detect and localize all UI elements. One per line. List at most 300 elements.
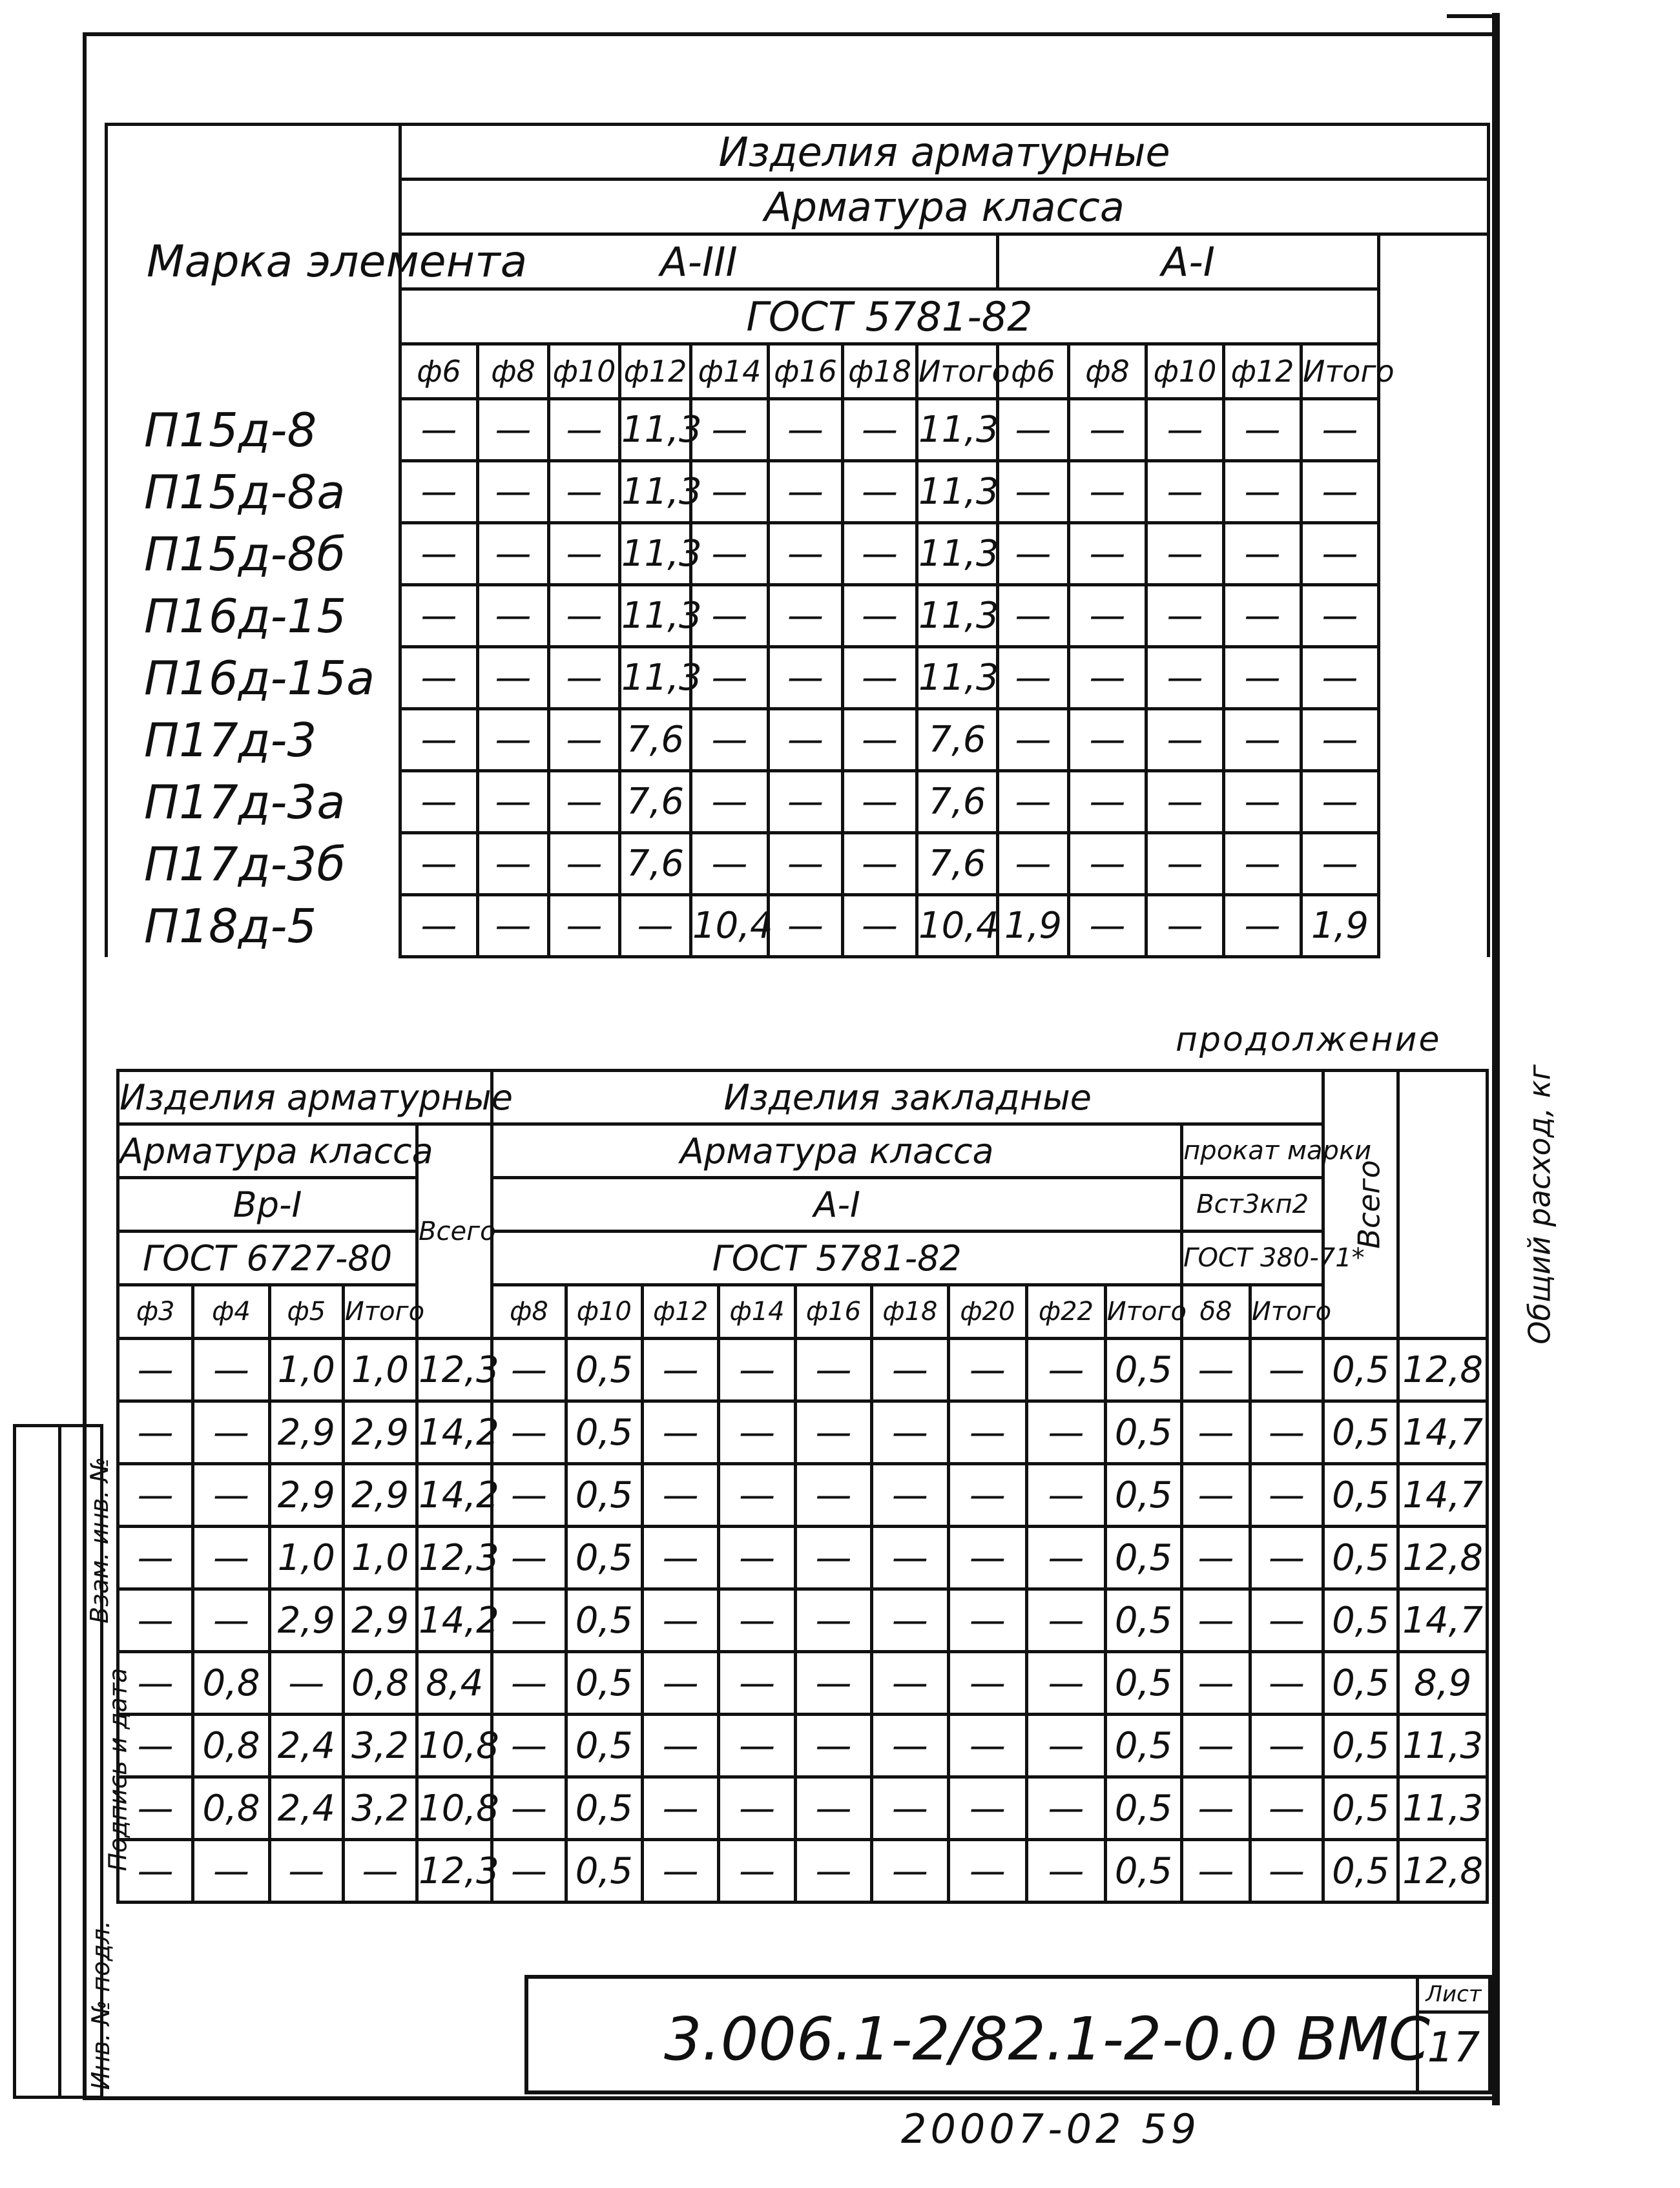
element-mark: П16д-15а bbox=[107, 647, 400, 709]
table-cell: 0,5 bbox=[1105, 1715, 1181, 1777]
table-cell: — bbox=[1027, 1401, 1106, 1464]
table-cell: 12,3 bbox=[417, 1840, 492, 1903]
table-cell: — bbox=[549, 399, 620, 461]
table-cell: — bbox=[769, 647, 843, 709]
table-cell: — bbox=[948, 1527, 1027, 1589]
table-cell: — bbox=[549, 895, 620, 957]
table-cell: — bbox=[1301, 709, 1379, 771]
table-cell: — bbox=[478, 771, 549, 833]
column-header: ф12 bbox=[642, 1285, 718, 1339]
table-cell: — bbox=[998, 399, 1069, 461]
table-row bbox=[107, 709, 1489, 771]
table-cell: — bbox=[769, 523, 843, 585]
mark-header: Марка элемента bbox=[107, 125, 400, 399]
table-row bbox=[107, 833, 1489, 895]
table-cell: — bbox=[642, 1777, 718, 1840]
table-cell: — bbox=[1146, 399, 1224, 461]
table-cell: 0,5 bbox=[566, 1527, 642, 1589]
table-cell: — bbox=[1250, 1715, 1323, 1777]
prokat-header: прокат марки bbox=[1182, 1124, 1323, 1178]
table-cell: — bbox=[1250, 1527, 1323, 1589]
table-row bbox=[107, 895, 1489, 957]
table-cell: 2,4 bbox=[269, 1777, 343, 1840]
table-cell: — bbox=[872, 1777, 948, 1840]
table-cell: — bbox=[118, 1464, 193, 1527]
table-cell: — bbox=[1250, 1840, 1323, 1903]
table-cell: — bbox=[872, 1339, 948, 1401]
table-cell: — bbox=[478, 585, 549, 647]
table-cell: — bbox=[1182, 1527, 1250, 1589]
table-cell: 3,2 bbox=[343, 1715, 417, 1777]
column-header: ф18 bbox=[872, 1285, 948, 1339]
sheet-number: 17 bbox=[1427, 2024, 1480, 2072]
table-cell: — bbox=[998, 771, 1069, 833]
table-cell: 1,9 bbox=[998, 895, 1069, 957]
table-cell: — bbox=[843, 895, 917, 957]
table-row bbox=[107, 771, 1489, 833]
table-cell: 1,9 bbox=[1301, 895, 1379, 957]
table-cell: — bbox=[1182, 1401, 1250, 1464]
top-tick-line bbox=[1447, 14, 1499, 18]
table-row bbox=[107, 585, 1489, 647]
blank-cell bbox=[1379, 523, 1489, 585]
table-cell: — bbox=[795, 1464, 871, 1527]
table-cell: — bbox=[1146, 895, 1224, 957]
table-cell: — bbox=[1250, 1401, 1323, 1464]
blank-cell bbox=[1379, 399, 1489, 461]
table-cell: — bbox=[1182, 1589, 1250, 1652]
table-cell: — bbox=[549, 709, 620, 771]
table-cell: 14,2 bbox=[417, 1589, 492, 1652]
table-cell: — bbox=[691, 585, 769, 647]
table-row bbox=[107, 461, 1489, 523]
table-cell: — bbox=[1301, 585, 1379, 647]
table-cell: 11,3 bbox=[917, 585, 998, 647]
table-cell: 11,3 bbox=[917, 399, 998, 461]
table-row bbox=[118, 1652, 1488, 1715]
table-cell: — bbox=[400, 709, 478, 771]
table-cell: — bbox=[795, 1589, 871, 1652]
table-cell: 11,3 bbox=[620, 461, 691, 523]
table-cell: — bbox=[343, 1840, 417, 1903]
table-cell: 0,5 bbox=[566, 1401, 642, 1464]
table-cell: — bbox=[492, 1464, 566, 1527]
table-cell: — bbox=[1250, 1589, 1323, 1652]
table-cell: — bbox=[492, 1777, 566, 1840]
table-cell: — bbox=[1027, 1339, 1106, 1401]
table-cell: 8,9 bbox=[1398, 1652, 1488, 1715]
table-cell: — bbox=[1301, 833, 1379, 895]
blank-cell bbox=[1379, 771, 1489, 833]
table-cell: 12,3 bbox=[417, 1527, 492, 1589]
column-header: ф18 bbox=[843, 344, 917, 399]
column-header: Итого bbox=[1250, 1285, 1323, 1339]
emb-gost: ГОСТ 5781-82 bbox=[492, 1232, 1182, 1285]
table-cell: — bbox=[549, 461, 620, 523]
table-cell: — bbox=[691, 833, 769, 895]
table-cell: 2,4 bbox=[269, 1715, 343, 1777]
table-cell: — bbox=[118, 1401, 193, 1464]
table-cell: — bbox=[193, 1589, 269, 1652]
table-cell: — bbox=[400, 399, 478, 461]
table-cell: — bbox=[118, 1840, 193, 1903]
table-cell: — bbox=[691, 461, 769, 523]
table-cell: 1,0 bbox=[269, 1339, 343, 1401]
total-header: Общий расход, кг bbox=[1398, 1071, 1488, 1339]
column-header: ф5 bbox=[269, 1285, 343, 1339]
table-cell: — bbox=[118, 1339, 193, 1401]
table-cell: — bbox=[118, 1589, 193, 1652]
blank-col bbox=[1379, 234, 1489, 399]
table-cell: 14,7 bbox=[1398, 1401, 1488, 1464]
table-cell: 0,5 bbox=[1105, 1652, 1181, 1715]
prokat-gost: ГОСТ 380-71* bbox=[1182, 1232, 1323, 1285]
table-cell: 3,2 bbox=[343, 1777, 417, 1840]
table-cell: — bbox=[872, 1652, 948, 1715]
table-cell: — bbox=[872, 1840, 948, 1903]
column-header: ф8 bbox=[492, 1285, 566, 1339]
table-cell: 14,2 bbox=[417, 1464, 492, 1527]
table-cell: — bbox=[795, 1401, 871, 1464]
table-row bbox=[118, 1339, 1488, 1401]
emb-class: Арматура класса bbox=[492, 1124, 1182, 1178]
replace-inv-label: Взам. инв. № bbox=[85, 1456, 114, 1624]
table-row bbox=[118, 1715, 1488, 1777]
table-cell: — bbox=[400, 833, 478, 895]
table-cell: 7,6 bbox=[917, 709, 998, 771]
column-header: Итого bbox=[1301, 344, 1379, 399]
column-header: ф22 bbox=[1027, 1285, 1106, 1339]
table-cell: — bbox=[691, 647, 769, 709]
table-cell: 14,7 bbox=[1398, 1589, 1488, 1652]
table-cell: 11,3 bbox=[620, 585, 691, 647]
table-cell: 0,5 bbox=[566, 1589, 642, 1652]
table-cell: 8,4 bbox=[417, 1652, 492, 1715]
table-cell: 0,5 bbox=[1323, 1401, 1398, 1464]
table-cell: — bbox=[769, 709, 843, 771]
arm-grade: Вр-I bbox=[118, 1178, 417, 1232]
table-cell: 0,5 bbox=[1323, 1464, 1398, 1527]
table-cell: — bbox=[118, 1715, 193, 1777]
table-row bbox=[118, 1589, 1488, 1652]
column-header: ф3 bbox=[118, 1285, 193, 1339]
element-mark: П17д-3а bbox=[107, 771, 400, 833]
blank-cell bbox=[1379, 709, 1489, 771]
table-cell: — bbox=[118, 1777, 193, 1840]
table-cell: — bbox=[1250, 1464, 1323, 1527]
table-cell: — bbox=[492, 1339, 566, 1401]
table-cell: — bbox=[549, 833, 620, 895]
table-cell: — bbox=[1146, 585, 1224, 647]
table-cell: — bbox=[1224, 461, 1301, 523]
table-cell: 2,9 bbox=[343, 1464, 417, 1527]
blank-cell bbox=[1379, 647, 1489, 709]
table-cell: — bbox=[1224, 399, 1301, 461]
table-cell: 11,3 bbox=[917, 523, 998, 585]
element-mark: П15д-8 bbox=[107, 399, 400, 461]
table-cell: — bbox=[400, 647, 478, 709]
table-cell: — bbox=[795, 1840, 871, 1903]
table-cell: 7,6 bbox=[620, 833, 691, 895]
table-cell: 2,9 bbox=[269, 1401, 343, 1464]
table-cell: — bbox=[478, 461, 549, 523]
class-title: Арматура класса bbox=[400, 180, 1489, 234]
table-cell: 0,5 bbox=[1105, 1401, 1181, 1464]
sign-date-label: Подпись и дата bbox=[103, 1667, 132, 1872]
table-cell: 14,2 bbox=[417, 1401, 492, 1464]
table-cell: — bbox=[998, 523, 1069, 585]
table-cell: — bbox=[719, 1840, 795, 1903]
table-cell: — bbox=[620, 895, 691, 957]
table-cell: — bbox=[642, 1589, 718, 1652]
table-cell: — bbox=[719, 1339, 795, 1401]
table-cell: — bbox=[1182, 1339, 1250, 1401]
table-cell: 10,8 bbox=[417, 1715, 492, 1777]
column-header: ф16 bbox=[769, 344, 843, 399]
table-cell: — bbox=[1027, 1527, 1106, 1589]
table-cell: 0,5 bbox=[1323, 1589, 1398, 1652]
table-cell: — bbox=[1146, 771, 1224, 833]
table-cell: — bbox=[1027, 1652, 1106, 1715]
table-cell: — bbox=[193, 1401, 269, 1464]
table-cell: — bbox=[769, 771, 843, 833]
table-cell: 11,3 bbox=[620, 399, 691, 461]
table-row bbox=[107, 523, 1489, 585]
table-cell: — bbox=[1069, 523, 1146, 585]
arm-gost: ГОСТ 6727-80 bbox=[118, 1232, 417, 1285]
table-cell: — bbox=[549, 523, 620, 585]
table-cell: — bbox=[1301, 523, 1379, 585]
table-cell: — bbox=[1069, 895, 1146, 957]
table-cell: — bbox=[478, 895, 549, 957]
table-cell: — bbox=[642, 1715, 718, 1777]
table-cell: — bbox=[1069, 647, 1146, 709]
table-cell: — bbox=[795, 1339, 871, 1401]
table-cell: — bbox=[769, 895, 843, 957]
side-stamp bbox=[13, 1424, 132, 2099]
column-header: ф12 bbox=[620, 344, 691, 399]
table-cell: — bbox=[1301, 399, 1379, 461]
table-row bbox=[107, 399, 1489, 461]
table-cell: — bbox=[1250, 1652, 1323, 1715]
table-cell: — bbox=[1224, 523, 1301, 585]
table-cell: — bbox=[478, 523, 549, 585]
arm-title: Изделия арматурные bbox=[118, 1071, 492, 1124]
table-cell: — bbox=[1069, 399, 1146, 461]
table-cell: — bbox=[719, 1777, 795, 1840]
table-cell: 0,5 bbox=[566, 1339, 642, 1401]
table-cell: — bbox=[795, 1715, 871, 1777]
table-cell: 11,3 bbox=[917, 647, 998, 709]
table-cell: — bbox=[719, 1464, 795, 1527]
table-row bbox=[107, 647, 1489, 709]
table-cell: 12,8 bbox=[1398, 1527, 1488, 1589]
table-cell: — bbox=[719, 1401, 795, 1464]
table-cell: — bbox=[948, 1589, 1027, 1652]
table-cell: — bbox=[998, 585, 1069, 647]
table-cell: 12,3 bbox=[417, 1339, 492, 1401]
table-cell: — bbox=[400, 895, 478, 957]
column-header: Итого bbox=[343, 1285, 417, 1339]
column-header: ф10 bbox=[1146, 344, 1224, 399]
table-cell: — bbox=[1182, 1777, 1250, 1840]
blank-cell bbox=[1379, 461, 1489, 523]
reinforcement-table-2 bbox=[116, 1064, 1558, 1904]
table-row bbox=[118, 1527, 1488, 1589]
table-cell: — bbox=[795, 1652, 871, 1715]
table-cell: 1,0 bbox=[343, 1339, 417, 1401]
table-cell: — bbox=[400, 523, 478, 585]
table-cell: 0,5 bbox=[1105, 1777, 1181, 1840]
table-cell: — bbox=[948, 1715, 1027, 1777]
table-cell: — bbox=[843, 585, 917, 647]
column-header: ф4 bbox=[193, 1285, 269, 1339]
table-cell: — bbox=[691, 771, 769, 833]
table-cell: — bbox=[843, 771, 917, 833]
table-cell: — bbox=[549, 585, 620, 647]
table-cell: — bbox=[1069, 709, 1146, 771]
column-header: ф12 bbox=[1224, 344, 1301, 399]
table-cell: 0,5 bbox=[1105, 1339, 1181, 1401]
table-cell: 0,5 bbox=[1105, 1527, 1181, 1589]
table-cell: — bbox=[998, 647, 1069, 709]
table-cell: — bbox=[1146, 833, 1224, 895]
table-cell: — bbox=[795, 1777, 871, 1840]
column-header: Итого bbox=[1105, 1285, 1181, 1339]
table-cell: — bbox=[118, 1652, 193, 1715]
table-cell: — bbox=[998, 461, 1069, 523]
column-header: Итого bbox=[917, 344, 998, 399]
vsego2-header: Всего bbox=[1323, 1071, 1398, 1339]
table-cell: — bbox=[843, 647, 917, 709]
table-cell: — bbox=[948, 1401, 1027, 1464]
table-row bbox=[118, 1464, 1488, 1527]
table-cell: — bbox=[642, 1339, 718, 1401]
table-cell: — bbox=[269, 1652, 343, 1715]
table-cell: 0,8 bbox=[193, 1652, 269, 1715]
column-header: ф6 bbox=[400, 344, 478, 399]
table-cell: 0,5 bbox=[566, 1777, 642, 1840]
table-cell: 0,5 bbox=[1323, 1527, 1398, 1589]
table-cell: — bbox=[1301, 461, 1379, 523]
table-cell: — bbox=[1182, 1652, 1250, 1715]
table-cell: — bbox=[691, 523, 769, 585]
table-cell: 0,8 bbox=[193, 1777, 269, 1840]
table-cell: 2,9 bbox=[269, 1464, 343, 1527]
table-cell: 1,0 bbox=[269, 1527, 343, 1589]
table-cell: — bbox=[1069, 833, 1146, 895]
table-cell: 11,3 bbox=[620, 523, 691, 585]
table-cell: 12,8 bbox=[1398, 1840, 1488, 1903]
gost-label: ГОСТ 5781-82 bbox=[400, 289, 1379, 344]
table-cell: 2,9 bbox=[343, 1401, 417, 1464]
table-cell: 0,5 bbox=[1323, 1715, 1398, 1777]
table-cell: — bbox=[998, 709, 1069, 771]
table-cell: — bbox=[691, 709, 769, 771]
table-cell: — bbox=[193, 1464, 269, 1527]
table-cell: — bbox=[1224, 833, 1301, 895]
table-cell: — bbox=[549, 771, 620, 833]
table-cell: — bbox=[769, 399, 843, 461]
table-cell: — bbox=[642, 1464, 718, 1527]
table-cell: 7,6 bbox=[620, 709, 691, 771]
column-header: δ8 bbox=[1182, 1285, 1250, 1339]
table-cell: 10,4 bbox=[917, 895, 998, 957]
table-cell: — bbox=[1069, 585, 1146, 647]
table-cell: 7,6 bbox=[620, 771, 691, 833]
table-cell: — bbox=[843, 399, 917, 461]
table-cell: 0,5 bbox=[1323, 1777, 1398, 1840]
table-cell: 0,5 bbox=[566, 1652, 642, 1715]
table-cell: — bbox=[795, 1527, 871, 1589]
table-cell: 11,3 bbox=[620, 647, 691, 709]
table-cell: — bbox=[719, 1589, 795, 1652]
table-cell: — bbox=[642, 1401, 718, 1464]
table-cell: — bbox=[769, 461, 843, 523]
class-a3: А-III bbox=[400, 234, 998, 289]
class-a1: А-I bbox=[998, 234, 1379, 289]
column-header: ф16 bbox=[795, 1285, 871, 1339]
table-cell: 11,3 bbox=[1398, 1777, 1488, 1840]
table-cell: — bbox=[478, 709, 549, 771]
table-cell: 0,5 bbox=[1323, 1652, 1398, 1715]
table-cell: — bbox=[1224, 647, 1301, 709]
table-cell: — bbox=[193, 1527, 269, 1589]
column-header: ф8 bbox=[1069, 344, 1146, 399]
table-cell: — bbox=[642, 1527, 718, 1589]
table-cell: — bbox=[719, 1527, 795, 1589]
table-cell: — bbox=[1027, 1589, 1106, 1652]
table-cell: 0,8 bbox=[343, 1652, 417, 1715]
table-cell: 1,0 bbox=[343, 1527, 417, 1589]
column-header: ф8 bbox=[478, 344, 549, 399]
table-row bbox=[118, 1840, 1488, 1903]
table-cell: — bbox=[400, 585, 478, 647]
table-cell: 0,5 bbox=[1323, 1840, 1398, 1903]
table-cell: 11,3 bbox=[917, 461, 998, 523]
table-row bbox=[118, 1401, 1488, 1464]
table-cell: — bbox=[492, 1652, 566, 1715]
element-mark: П18д-5 bbox=[107, 895, 400, 957]
table-cell: — bbox=[492, 1715, 566, 1777]
element-mark: П16д-15 bbox=[107, 585, 400, 647]
element-mark: П15д-8б bbox=[107, 523, 400, 585]
column-header: ф20 bbox=[948, 1285, 1027, 1339]
document-code: 3.006.1-2/82.1-2-0.0 ВМС bbox=[664, 2005, 1430, 2074]
table-cell: — bbox=[492, 1527, 566, 1589]
table-cell: — bbox=[769, 585, 843, 647]
table-cell: — bbox=[478, 833, 549, 895]
table-cell: — bbox=[1146, 523, 1224, 585]
table-cell: 0,8 bbox=[193, 1715, 269, 1777]
table-cell: 10,4 bbox=[691, 895, 769, 957]
table-cell: 0,5 bbox=[1105, 1589, 1181, 1652]
table-cell: — bbox=[1146, 709, 1224, 771]
emb-grade: А-I bbox=[492, 1178, 1182, 1232]
table-cell: — bbox=[478, 399, 549, 461]
table-cell: — bbox=[1224, 895, 1301, 957]
blank-cell bbox=[1379, 833, 1489, 895]
table-cell: — bbox=[872, 1715, 948, 1777]
table-cell: — bbox=[492, 1401, 566, 1464]
table-cell: — bbox=[269, 1840, 343, 1903]
column-header: ф14 bbox=[719, 1285, 795, 1339]
table-cell: — bbox=[843, 833, 917, 895]
table-cell: 2,9 bbox=[269, 1589, 343, 1652]
table-cell: 14,7 bbox=[1398, 1464, 1488, 1527]
table-cell: — bbox=[492, 1589, 566, 1652]
reinforcement-table-1 bbox=[105, 123, 1490, 958]
